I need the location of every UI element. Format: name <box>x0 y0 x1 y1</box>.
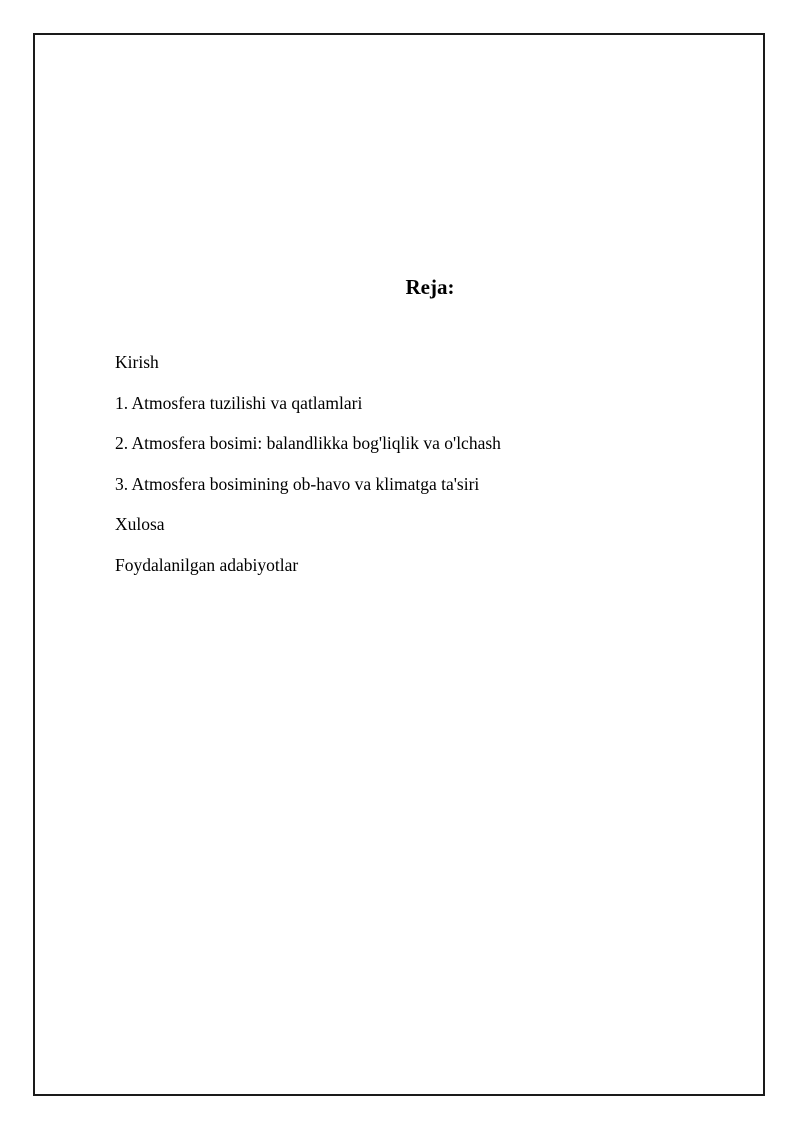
plan-list <box>115 348 501 592</box>
plan-item-conclusion: Xulosa <box>115 514 165 535</box>
page-title: Reja: <box>405 275 455 299</box>
plan-item-section-2: 2. Atmosfera bosimi: balandlikka bog'liqlik va o'lchash <box>115 433 501 454</box>
plan-item-introduction: Kirish <box>115 352 159 372</box>
plan-item-section-1: 1. Atmosfera tuzilishi va qatlamlari <box>115 392 363 413</box>
plan-item-section-3: 3. Atmosfera bosimining ob-havo va klimatga ta'siri <box>115 473 480 494</box>
plan-item-references: Foydalanilgan adabiyotlar <box>115 554 299 575</box>
